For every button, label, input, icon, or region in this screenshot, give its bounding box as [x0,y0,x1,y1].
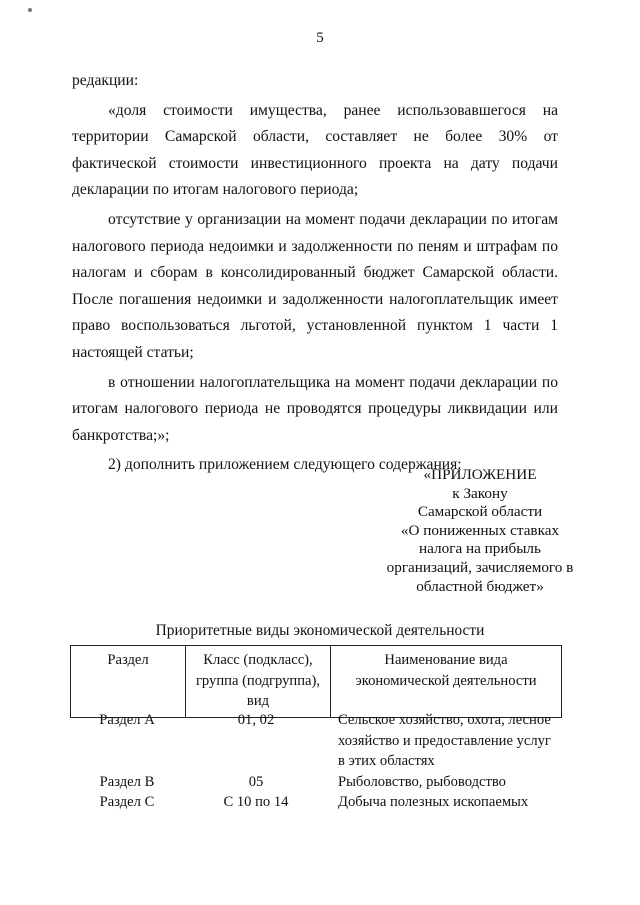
cell-section: Раздел А [99,712,155,728]
cell-activity-name: Добыча полезных ископаемых [338,794,529,810]
table-caption: Приоритетные виды экономической деятельности [155,622,485,639]
table-row [70,710,562,772]
header-class [186,646,331,718]
scan-dot [28,8,32,12]
appendix-header [355,466,605,596]
activities-table-body [70,710,562,813]
appendix-line: Самарской области [417,503,543,521]
body-text [72,68,558,479]
cell-code: С 10 по 14 [223,794,289,810]
appendix-line: «ПРИЛОЖЕНИЕ [423,466,537,483]
cell-activity-name: Рыболовство, рыбоводство [338,773,506,790]
page-number: 5 [316,30,324,46]
paragraph-no-arrears: отсутствие у организации на момент подачи декларации по итогам налогового периода недоимки и задолженности по пеням и штрафам по налогам и сборам в консолидированный бюджет Самарской области. После погашения недоимки и задолженности налогоплательщик имеет право воспользоваться льготой, установленной пунктом 1 части 1 настоящей статьи; [72,210,558,361]
paragraph-add-appendix: 2) дополнить приложением следующего содержания: [108,456,462,474]
appendix-line: организаций, зачисляемого в [386,558,574,576]
paragraph-property-share: «доля стоимости имущества, ранее использовавшегося на территории Самарской области, составляет не более 30% от фактической стоимости инвестиционного проекта на дату подачи декларации по итогам налогового периода; [72,101,558,199]
appendix-line: налога на прибыль [419,540,541,558]
header-section-label: Раздел [107,652,149,668]
appendix-line: к Закону [452,484,508,502]
appendix-line: областной бюджет» [416,577,544,595]
table-row [70,772,562,793]
header-class-line: группа (подгруппа), [195,672,321,689]
header-class-line: вид [246,693,270,709]
header-name-line: Наименование вида [384,652,508,668]
table-row [70,792,562,813]
cell-section: Раздел С [99,794,155,810]
header-section [71,646,186,718]
paragraph-no-liquidation: в отношении налогоплательщика на момент подачи декларации по итогам налогового периода не проводятся процедуры ликвидации или банкротства;»; [72,373,558,444]
header-activity-name [331,646,562,718]
header-row [71,646,562,718]
cell-activity-name: Сельское хозяйство, охота, лесное хозяйство и предоставление услуг в этих областях [338,712,551,769]
activities-table-header [70,645,562,718]
cell-code: 01, 02 [237,712,275,728]
cell-section: Раздел В [99,773,155,790]
cell-code: 05 [248,773,264,790]
header-class-line: Класс (подкласс), [203,652,313,668]
header-name-line: экономической деятельности [355,672,537,689]
paragraph-intro: редакции: [72,72,139,89]
appendix-line: «О пониженных ставках [400,521,560,539]
